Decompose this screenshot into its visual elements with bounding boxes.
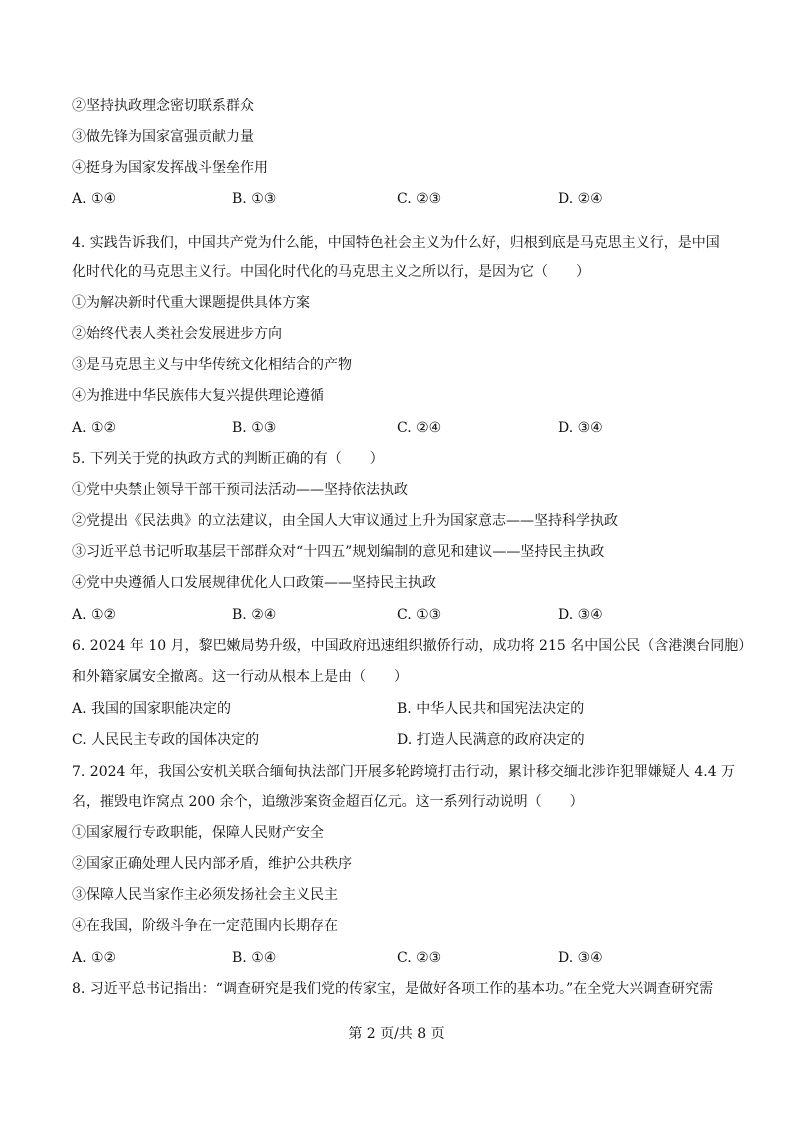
question-item: ②始终代表人类社会发展进步方向	[72, 326, 282, 342]
option-b: B. ①③	[232, 420, 277, 436]
option-a: A. ①④	[72, 191, 117, 207]
q6-stem-cont: 和外籍家属安全撤离。这一行动从根本上是由（ ）	[72, 669, 408, 685]
question-item: ②坚持执政理念密切联系群众	[72, 98, 254, 114]
option-a: A. ①②	[72, 607, 117, 623]
q7-stem: 7. 2024 年，我国公安机关联合缅甸执法部门开展多轮跨境打击行动，累计移交缅北涉诈犯罪嫌疑人 4.4 万	[72, 764, 736, 780]
option-a: A. ①②	[72, 420, 117, 436]
question-item: ④挺身为国家发挥战斗堡垒作用	[72, 160, 268, 176]
question-item: ②党提出《民法典》的立法建议，由全国人大审议通过上升为国家意志——坚持科学执政	[72, 513, 618, 529]
option-c: C. ①③	[397, 607, 442, 623]
q6-options-row2	[72, 729, 733, 751]
option-d: D. ②④	[558, 191, 603, 207]
option-c: C. ②④	[397, 420, 442, 436]
question-item: ④为推进中华民族伟大复兴提供理论遵循	[72, 388, 324, 404]
option-d: D. ③④	[558, 607, 603, 623]
page-number: 第 2 页/共 8 页	[348, 1026, 445, 1042]
option-c: C. 人民民主专政的国体决定的	[72, 732, 260, 748]
q7-options	[72, 947, 733, 969]
option-d: D. ③④	[558, 950, 603, 966]
q6-stem: 6. 2024 年 10 月，黎巴嫩局势升级，中国政府迅速组织撤侨行动，成功将 215 名中国公民（含港澳台同胞）	[72, 638, 753, 654]
option-b: B. ②④	[232, 607, 277, 623]
option-c: C. ②③	[397, 191, 442, 207]
q4-stem: 4. 实践告诉我们，中国共产党为什么能，中国特色社会主义为什么好，归根到底是马克思主义行，是中国	[72, 235, 720, 251]
option-c: C. ②③	[397, 950, 442, 966]
q4-options	[72, 417, 733, 439]
question-item: ③是马克思主义与中华传统文化相结合的产物	[72, 357, 352, 373]
question-item: ②国家正确处理人民内部矛盾，维护公共秩序	[72, 856, 352, 872]
option-a: A. ①②	[72, 950, 117, 966]
question-item: ④在我国，阶级斗争在一定范围内长期存在	[72, 918, 338, 934]
q8-stem: 8. 习近平总书记指出：“调查研究是我们党的传家宝，是做好各项工作的基本功。”在全党大兴调查研究需	[72, 981, 714, 997]
question-item: ③保障人民当家作主必须发扬社会主义民主	[72, 887, 338, 903]
q5-options	[72, 604, 733, 626]
option-a: A. 我国的国家职能决定的	[72, 701, 232, 717]
question-item: ③习近平总书记听取基层干部群众对“十四五”规划编制的意见和建议——坚持民主执政	[72, 544, 605, 560]
option-b: B. 中华人民共和国宪法决定的	[397, 701, 585, 717]
question-item: ④党中央遵循人口发展规律优化人口政策——坚持民主执政	[72, 575, 436, 591]
q5-stem: 5. 下列关于党的执政方式的判断正确的有（ ）	[72, 451, 384, 467]
option-b: B. ①④	[232, 950, 277, 966]
option-d: D. 打造人民满意的政府决定的	[397, 732, 585, 748]
question-item: ③做先锋为国家富强贡献力量	[72, 129, 254, 145]
question-item: ①为解决新时代重大课题提供具体方案	[72, 295, 310, 311]
option-b: B. ①③	[232, 191, 277, 207]
question-item: ①党中央禁止领导干部干预司法活动——坚持依法执政	[72, 482, 408, 498]
q3-options	[72, 188, 733, 210]
question-item: ①国家履行专政职能，保障人民财产安全	[72, 825, 324, 841]
option-d: D. ③④	[558, 420, 603, 436]
q4-stem-cont: 化时代化的马克思主义行。中国化时代化的马克思主义之所以行，是因为它（ ）	[72, 264, 590, 280]
q7-stem-cont: 名，摧毁电诈窝点 200 余个，追缴涉案资金超百亿元。这一系列行动说明（ ）	[72, 794, 584, 810]
q6-options-row1	[72, 698, 733, 720]
